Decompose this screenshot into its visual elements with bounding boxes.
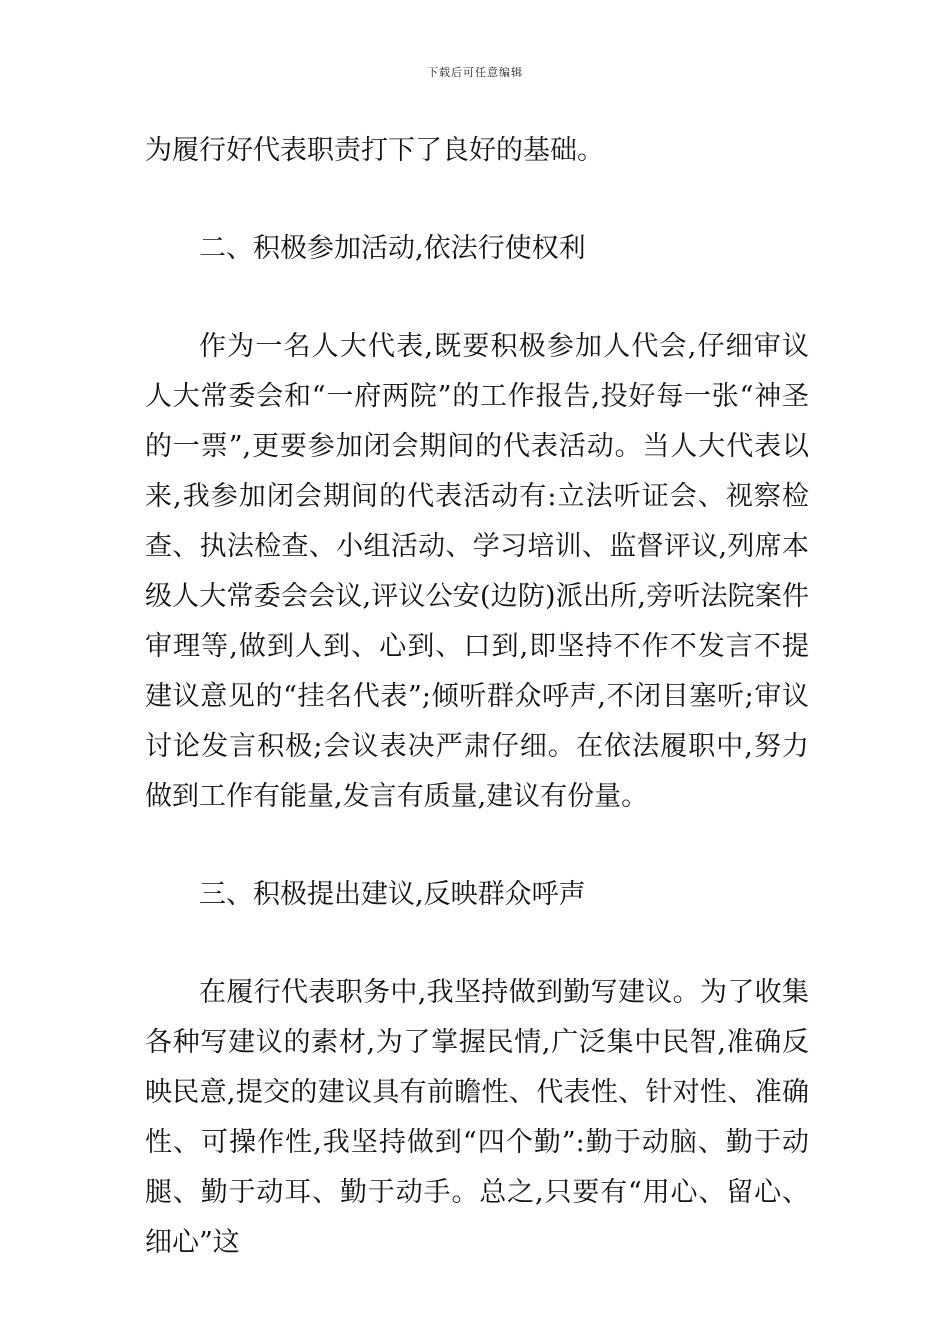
page-header: 下载后可任意编辑 xyxy=(427,66,523,79)
section-heading-3: 三、积极提出建议,反映群众呼声 xyxy=(199,879,586,910)
paragraph-continuation: 为履行好代表职责打下了良好的基础。 xyxy=(145,135,604,166)
paragraph-activities: 作为一名人大代表,既要积极参加人代会,仔细审议人大常委会和“一府两院”的工作报告,投好每一张“神圣的一票”,更要参加闭会期间的代表活动。当人大代表以来,我参加闭会期间的代表活动有:立法听证会、视察检查、执法检查、小组活动、学习培训、监督评议,列席本级人大常委会会议,评议公安(边防)派出所,旁听法院案件审理等,做到人到、心到、口到,即坚持不作不发言不提建议意见的“挂名代表”;倾听群众呼声,不闭目塞听;审议讨论发言积极;会议表决严肃仔细。在依法履职中,努力做到工作有能量,发言有质量,建议有份量。 xyxy=(145,331,809,812)
document-body xyxy=(145,126,809,1268)
paragraph-suggestions: 在履行代表职务中,我坚持做到勤写建议。为了收集各种写建议的素材,为了掌握民情,广泛集中民智,准确反映民意,提交的建议具有前瞻性、代表性、针对性、准确性、可操作性,我坚持做到“四个勤”:勤于动脑、勤于动腿、勤于动耳、勤于动手。总之,只要有“用心、留心、细心”这 xyxy=(145,977,809,1258)
section-heading-2: 二、积极参加活动,依法行使权利 xyxy=(199,233,586,264)
